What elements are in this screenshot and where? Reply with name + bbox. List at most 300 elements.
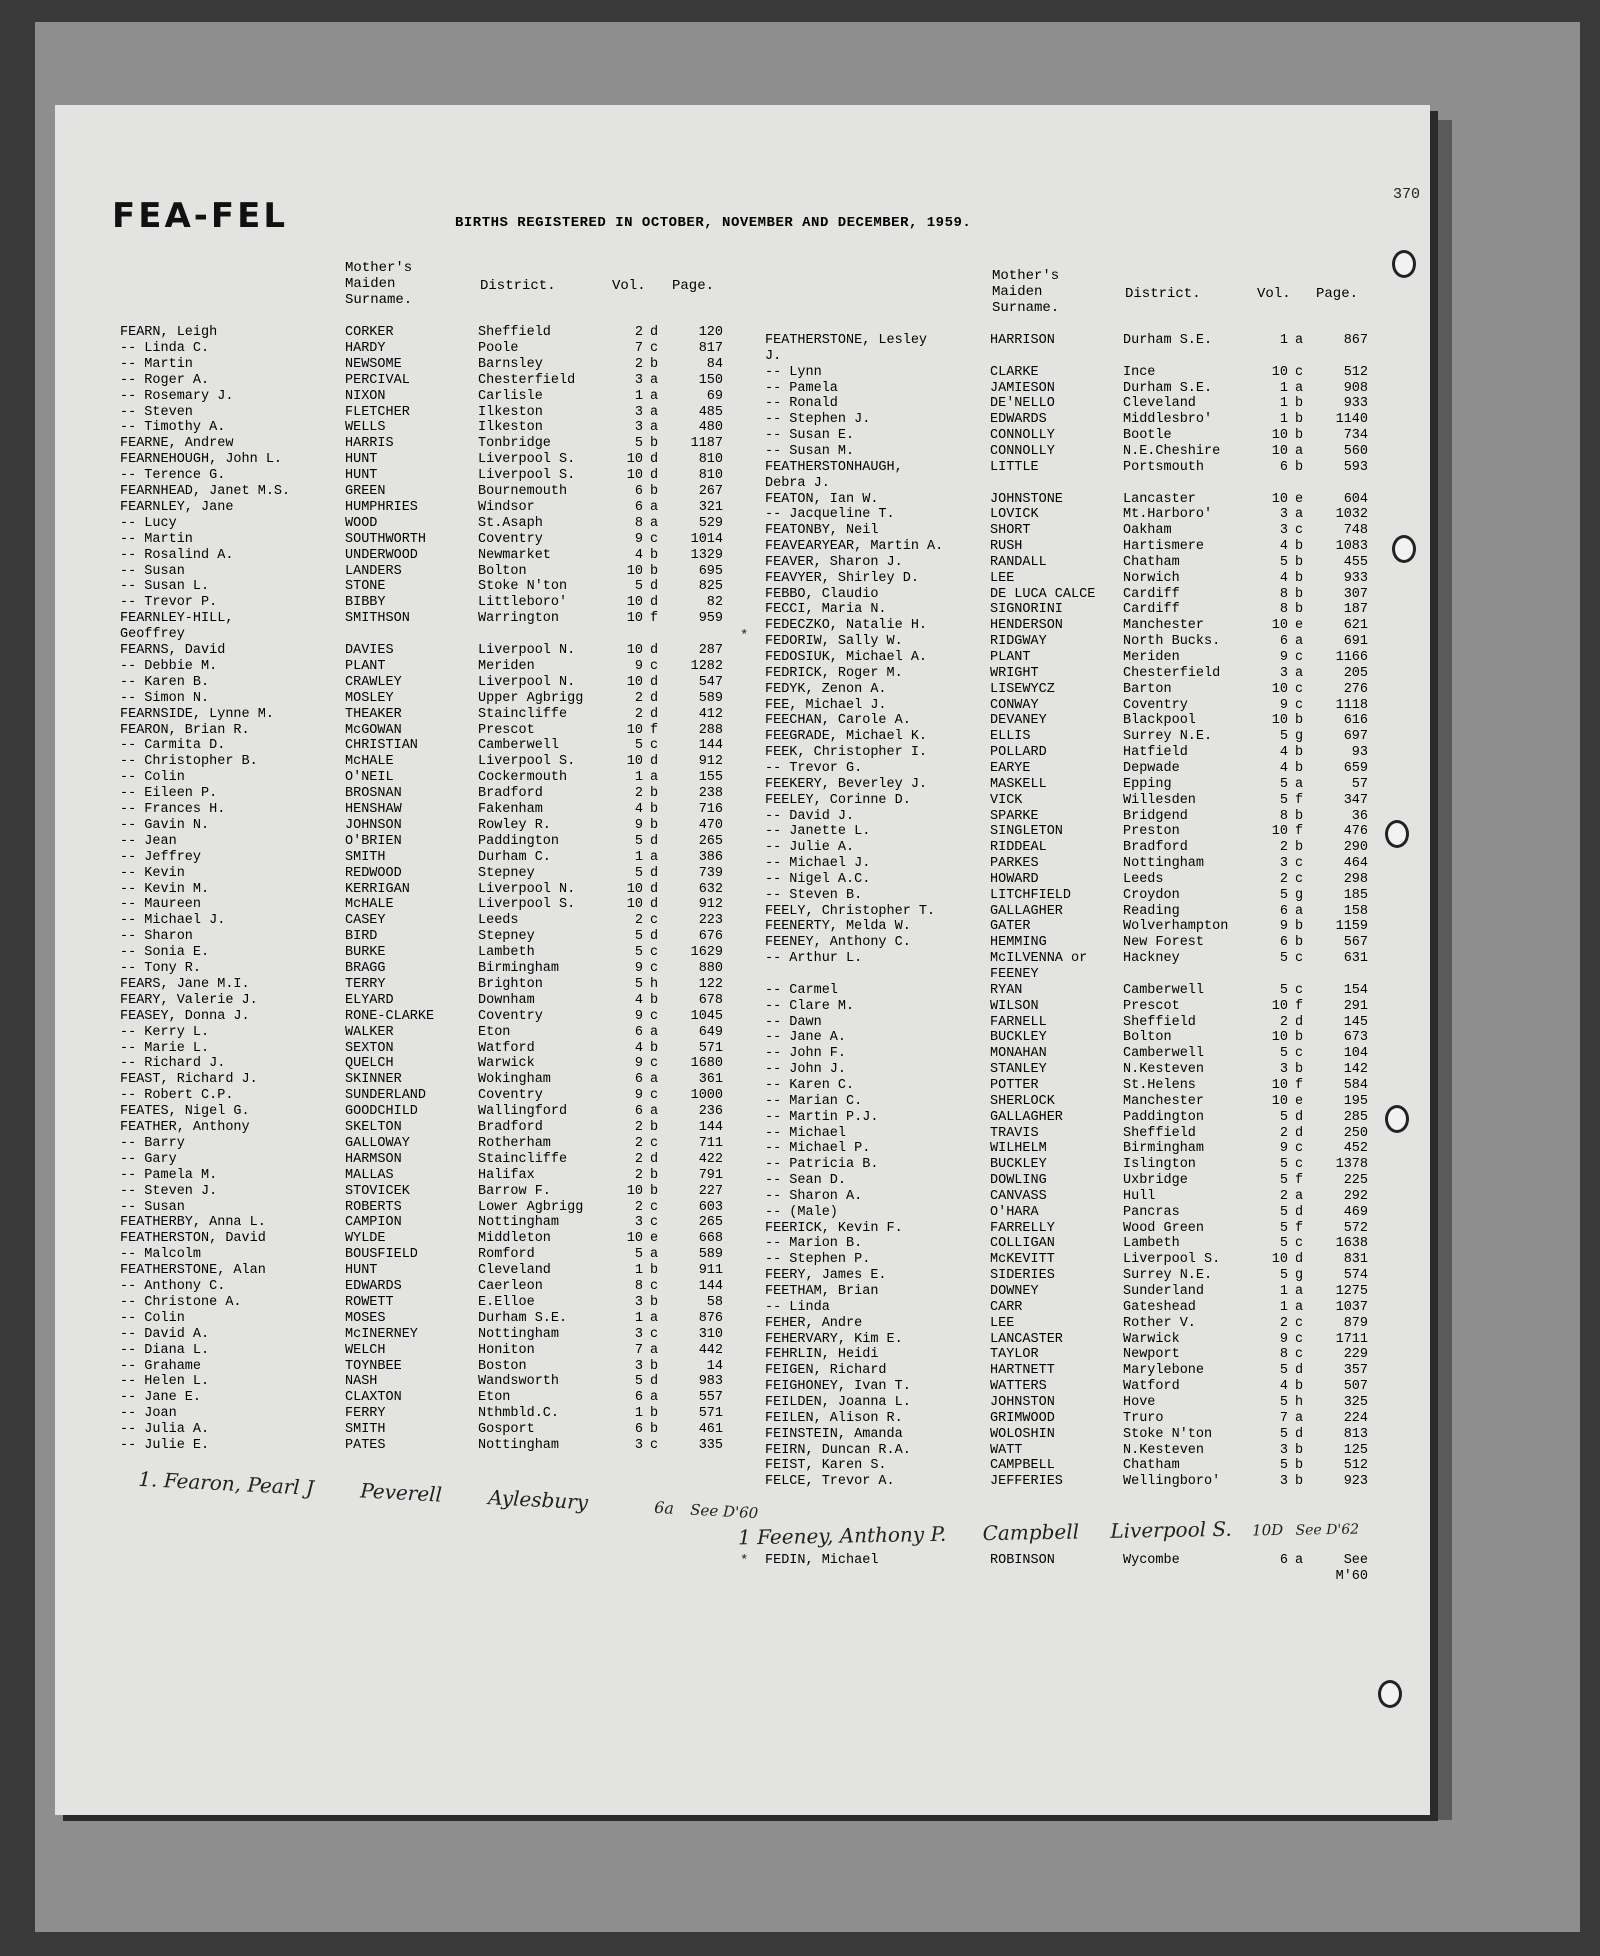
entry-maiden: SPARKE	[990, 808, 1039, 824]
entry-page: 560	[1343, 443, 1368, 459]
table-row	[765, 1141, 1415, 1157]
entry-district: Durham S.E.	[478, 1310, 568, 1326]
entry-vol-sub: b	[650, 547, 659, 563]
entry-vol: 6	[1279, 903, 1288, 919]
entry-name: -- Kevin	[120, 865, 185, 881]
entry-page: 1045	[690, 1008, 723, 1024]
table-row	[120, 723, 770, 739]
entry-vol-sub: b	[650, 1294, 659, 1310]
table-row	[765, 412, 1415, 428]
entry-vol-sub: c	[650, 1135, 659, 1151]
table-row	[765, 1189, 1415, 1205]
entry-vol: 10	[626, 754, 643, 770]
entry-page: 1014	[690, 531, 723, 547]
entry-page: 93	[1351, 745, 1368, 761]
entry-vol-sub: c	[1295, 681, 1304, 697]
entry-vol: 4	[1279, 570, 1288, 586]
table-row	[765, 618, 1415, 634]
entry-vol-sub: a	[1295, 665, 1304, 681]
entry-district: Coventry	[478, 1088, 543, 1104]
entry-page: 187	[1343, 602, 1368, 618]
entry-page: 422	[698, 1151, 723, 1167]
table-row	[120, 1056, 770, 1072]
entry-vol-sub: f	[1295, 998, 1304, 1014]
table-row: M'60	[1335, 1569, 1368, 1584]
entry-page: 104	[1343, 1046, 1368, 1062]
entry-vol-sub: a	[650, 515, 659, 531]
entry-district: Durham S.E.	[1123, 333, 1213, 348]
entry-district: Paddington	[478, 833, 560, 849]
entry-district: Ilkeston	[478, 420, 543, 436]
entry-maiden: WYLDE	[345, 1231, 386, 1247]
entry-name: FEARNE, Andrew	[120, 436, 234, 452]
table-row	[120, 1231, 770, 1247]
entry-name: -- Linda C.	[120, 340, 210, 356]
entry-district: Manchester	[1123, 618, 1205, 634]
table-row	[765, 793, 1415, 809]
entry-page: 876	[698, 1310, 723, 1326]
entry-page: 512	[1343, 1458, 1368, 1474]
entry-name: -- Arthur L.	[765, 951, 863, 967]
entry-maiden: HARTNETT	[990, 1363, 1055, 1379]
entry-vol: 7	[634, 1342, 643, 1358]
entry-vol-sub: b	[650, 1422, 659, 1438]
entry-page: 1118	[1335, 697, 1368, 713]
entry-vol-sub: b	[650, 1167, 659, 1183]
table-row	[120, 420, 770, 436]
entry-vol: 4	[1279, 539, 1288, 555]
entry-name: -- Michael J.	[765, 856, 871, 872]
entry-maiden: BIRD	[345, 929, 378, 945]
entry-maiden: COLLIGAN	[990, 1236, 1055, 1252]
table-row	[765, 349, 1415, 365]
entry-district: Barrow F.	[478, 1183, 551, 1199]
entry-name: FEASEY, Donna J.	[120, 1008, 250, 1024]
entry-vol: 10	[626, 897, 643, 913]
entry-vol: 1	[634, 1406, 643, 1422]
entry-page: 825	[698, 579, 723, 595]
entry-district: Blackpool	[1123, 713, 1196, 729]
entry-district: Coventry	[1123, 697, 1188, 713]
table-row	[120, 945, 770, 961]
entry-district: Chesterfield	[1123, 665, 1221, 681]
entry-name: -- Stephen J.	[765, 412, 871, 428]
entry-name: FEIGHONEY, Ivan T.	[765, 1379, 911, 1395]
table-row	[765, 1126, 1415, 1142]
table-row	[120, 1247, 770, 1263]
entry-district: Durham C.	[478, 849, 551, 865]
entry-vol: 2	[1279, 1014, 1288, 1030]
entry-vol-sub: f	[1295, 1220, 1304, 1236]
table-row	[120, 516, 770, 532]
entry-maiden: GRIMWOOD	[990, 1410, 1055, 1426]
entry-maiden: PARKES	[990, 856, 1039, 872]
entry-vol-sub: a	[1295, 1188, 1304, 1204]
entry-maiden: RIDDEAL	[990, 840, 1047, 856]
entry-name: FEERY, James E.	[765, 1268, 887, 1284]
entry-vol-sub: a	[1295, 903, 1304, 919]
entry-vol: 1	[634, 849, 643, 865]
entry-district: Warwick	[478, 1056, 535, 1072]
entry-vol: 4	[634, 547, 643, 563]
entry-district: Liverpool N.	[478, 643, 576, 658]
entry-page: 225	[1343, 1173, 1368, 1189]
entry-name: -- Susan L.	[120, 579, 210, 595]
entry-name: FEARY, Valerie J.	[120, 992, 258, 1008]
entry-page: 632	[698, 881, 723, 897]
entry-district: Chatham	[1123, 554, 1180, 570]
entry-maiden: STONE	[345, 579, 386, 595]
entry-page: 867	[1343, 333, 1368, 348]
entry-district: Stoke N'ton	[1123, 1426, 1213, 1442]
entry-vol: 9	[634, 658, 643, 674]
entry-vol: 1	[1279, 1284, 1288, 1299]
entry-vol-sub: f	[650, 611, 659, 627]
entry-maiden: DEVANEY	[990, 713, 1047, 729]
table-row	[120, 882, 770, 898]
entry-vol-sub: a	[1295, 776, 1304, 792]
entry-vol: 4	[634, 992, 643, 1008]
entry-maiden: FLETCHER	[345, 404, 410, 420]
entry-maiden: O'HARA	[990, 1204, 1039, 1220]
entry-maiden: REDWOOD	[345, 865, 402, 881]
table-row	[120, 929, 770, 945]
entry-vol: 2	[1279, 1315, 1288, 1331]
entry-maiden: SIGNORINI	[990, 602, 1063, 618]
entry-maiden: SMITH	[345, 1422, 386, 1438]
entry-page: 452	[1343, 1141, 1368, 1157]
entry-page: 1159	[1335, 919, 1368, 935]
entry-name: -- Carmel	[765, 982, 838, 998]
entry-name: FEDECZKO, Natalie H.	[765, 618, 928, 634]
entry-vol: 5	[1279, 1426, 1288, 1442]
vol-header-left: Vol.	[612, 278, 646, 294]
entry-district: Downham	[478, 992, 535, 1008]
table-row	[120, 389, 770, 405]
table-row	[765, 856, 1415, 872]
table-row	[120, 643, 770, 659]
entry-district: Mt.Harboro'	[1123, 507, 1213, 523]
entry-district: Caerleon	[478, 1279, 543, 1294]
entry-vol-sub: d	[1295, 1109, 1304, 1125]
entry-maiden: BUCKLEY	[990, 1030, 1047, 1046]
entry-vol: 5	[1279, 1458, 1288, 1474]
entry-vol-sub: b	[650, 484, 659, 499]
entry-vol-sub: f	[1295, 1173, 1304, 1189]
entry-vol-sub: b	[650, 992, 659, 1008]
entry-maiden: TERRY	[345, 976, 386, 992]
entry-name: FEDYK, Zenon A.	[765, 681, 887, 697]
entry-vol: 3	[634, 404, 643, 420]
entry-page: 288	[698, 722, 723, 738]
entry-vol: 10	[626, 881, 643, 897]
entry-vol-sub: d	[650, 833, 659, 849]
entry-name: FEARNLEY-HILL,	[120, 611, 234, 627]
entry-district: Nottingham	[1123, 856, 1205, 872]
entry-district: Sheffield	[1123, 1014, 1196, 1030]
table-row	[120, 436, 770, 452]
entry-vol: 2	[634, 1167, 643, 1183]
entry-vol-sub: a	[650, 499, 659, 515]
page-number: 370	[1393, 186, 1421, 203]
table-row	[765, 1411, 1415, 1427]
entry-maiden: RUSH	[990, 539, 1023, 555]
entry-district: Bradford	[478, 786, 543, 802]
entry-vol-sub: c	[1295, 1236, 1304, 1252]
entry-name: -- Christone A.	[120, 1294, 242, 1310]
entry-vol: 1	[1279, 396, 1288, 412]
entry-maiden: PLANT	[345, 658, 386, 674]
entry-vol-sub: f	[650, 722, 659, 738]
entry-vol-sub: a	[650, 372, 659, 388]
entry-name: -- Susan	[120, 563, 185, 579]
entry-name: Debra J.	[765, 475, 830, 491]
entry-vol: 10	[1271, 681, 1288, 697]
entry-maiden: FEENEY	[990, 967, 1039, 982]
entry-vol-sub: b	[1295, 745, 1304, 761]
entry-maiden: JAMIESON	[990, 380, 1055, 396]
entry-maiden: GALLOWAY	[345, 1135, 410, 1151]
entry-name: FEDORIW, Sally W.	[765, 634, 903, 650]
table-row	[120, 1136, 770, 1152]
entry-vol-sub: c	[650, 1326, 659, 1342]
entry-vol: 3	[634, 1215, 643, 1231]
entry-vol-sub: a	[1295, 1299, 1304, 1315]
entry-district: Brighton	[478, 976, 543, 992]
entry-maiden: LITTLE	[990, 459, 1039, 475]
entry-page: 145	[1343, 1014, 1368, 1030]
entry-maiden: JEFFERIES	[990, 1474, 1063, 1490]
table-row	[120, 548, 770, 564]
entry-name: -- Michael J.	[120, 913, 226, 929]
table-row	[120, 1374, 770, 1390]
entry-page: 668	[698, 1231, 723, 1247]
entry-maiden: JOHNSTON	[990, 1394, 1055, 1410]
entry-name: -- Pamela	[765, 380, 838, 396]
entry-page: 908	[1343, 380, 1368, 396]
entry-page: 470	[698, 817, 723, 833]
entry-vol: 3	[1279, 523, 1288, 539]
entry-maiden: THEAKER	[345, 706, 402, 722]
entry-vol: 9	[1279, 1141, 1288, 1157]
table-row	[765, 1316, 1415, 1332]
entry-maiden: RANDALL	[990, 554, 1047, 570]
entry-vol: 6	[634, 1104, 643, 1120]
entry-page: 480	[698, 420, 723, 436]
entry-district: Wolverhampton	[1123, 919, 1229, 935]
entry-name: FEAVER, Sharon J.	[765, 554, 903, 570]
entry-vol-sub: f	[1295, 1077, 1304, 1093]
entry-district: Camberwell	[478, 738, 560, 754]
entry-maiden: LEE	[990, 570, 1015, 586]
table-row	[765, 935, 1415, 951]
entry-name: FEATHERSTONE, Lesley	[765, 333, 928, 348]
entry-vol-sub: a	[1295, 507, 1304, 523]
entry-maiden: GALLAGHER	[990, 903, 1063, 919]
entry-name: -- Sharon	[120, 929, 193, 945]
entry-vol: 5	[1279, 982, 1288, 998]
entry-vol-sub: f	[1295, 824, 1304, 840]
table-row	[120, 627, 770, 643]
entry-maiden: HENDERSON	[990, 618, 1063, 634]
entry-name: -- Julie A.	[765, 840, 855, 856]
table-row	[765, 1221, 1415, 1237]
entry-page: 1140	[1335, 412, 1368, 428]
table-row	[120, 357, 770, 373]
entry-district: Hartismere	[1123, 539, 1205, 555]
entry-vol: 5	[1279, 1268, 1288, 1284]
table-row	[765, 1379, 1415, 1395]
entry-name: FEAST, Richard J.	[120, 1072, 258, 1088]
entry-vol: 5	[634, 929, 643, 945]
entry-page: 1037	[1335, 1299, 1368, 1315]
entry-vol-sub: b	[650, 802, 659, 817]
entry-district: Surrey N.E.	[1123, 729, 1213, 745]
entry-district: Nthmbld.C.	[478, 1406, 560, 1422]
entry-maiden: CRAWLEY	[345, 674, 402, 690]
table-row	[765, 682, 1415, 698]
table-row	[765, 571, 1415, 587]
entry-name: FEILEN, Alison R.	[765, 1410, 903, 1426]
table-row	[120, 675, 770, 691]
entry-maiden: GOODCHILD	[345, 1104, 418, 1120]
entry-page: 879	[1343, 1315, 1368, 1331]
entry-page: 58	[706, 1294, 723, 1310]
entry-page: 507	[1343, 1379, 1368, 1395]
entry-district: Rotherham	[478, 1135, 551, 1151]
entry-page: 1638	[1335, 1236, 1368, 1252]
entry-vol-sub: a	[650, 1072, 659, 1088]
entry-name: FEE, Michael J.	[765, 697, 887, 713]
table-row	[765, 1157, 1415, 1173]
entry-vol: 7	[634, 340, 643, 356]
entry-name: -- Julie E.	[120, 1438, 210, 1453]
table-row	[120, 1200, 770, 1216]
table-row	[765, 713, 1415, 729]
entry-name: -- Sean D.	[765, 1173, 847, 1189]
entry-maiden: HEMMING	[990, 935, 1047, 951]
entry-district: Meriden	[478, 658, 535, 674]
entry-page: 69	[706, 388, 723, 404]
entry-maiden: ROWETT	[345, 1294, 394, 1310]
entry-vol-sub: g	[1295, 1268, 1304, 1284]
entry-vol-sub: c	[1295, 697, 1304, 713]
entry-district: Nottingham	[478, 1215, 560, 1231]
entry-page: 817	[698, 340, 723, 356]
entry-page: 292	[1343, 1188, 1368, 1204]
entry-vol: 9	[634, 961, 643, 976]
table-row	[120, 1295, 770, 1311]
maiden-header-left: Mother's Maiden Surname.	[345, 260, 413, 308]
entry-name: -- David J.	[765, 808, 855, 824]
table-row	[765, 396, 1415, 412]
entry-vol: 3	[634, 1326, 643, 1342]
table-row	[120, 452, 770, 468]
table-row	[120, 691, 770, 707]
entry-maiden: STANLEY	[990, 1062, 1047, 1078]
entry-vol: 1	[1279, 333, 1288, 348]
entry-vol-sub: d	[1295, 1014, 1304, 1030]
entry-district: Hove	[1123, 1394, 1156, 1410]
entry-name: -- Marian C.	[765, 1093, 863, 1109]
entry-maiden: SEXTON	[345, 1040, 394, 1056]
entry-vol: 9	[1279, 1331, 1288, 1347]
entry-maiden: WOOD	[345, 515, 378, 531]
entry-vol-sub: b	[650, 817, 659, 833]
entry-vol-sub: b	[650, 1040, 659, 1056]
table-row	[765, 1252, 1415, 1268]
entry-vol: 5	[634, 579, 643, 595]
table-row	[765, 1395, 1415, 1411]
entry-maiden: SMITH	[345, 849, 386, 865]
entry-page: 678	[698, 992, 723, 1008]
entry-name: FEIRN, Duncan R.A.	[765, 1442, 911, 1458]
entry-vol-sub: d	[650, 929, 659, 945]
table-row	[765, 602, 1415, 618]
entry-district: Sheffield	[478, 325, 551, 340]
entry-maiden: CLAXTON	[345, 1390, 402, 1406]
entry-name: FEARNHEAD, Janet M.S.	[120, 484, 291, 499]
table-row	[765, 666, 1415, 682]
entry-district: Preston	[1123, 824, 1180, 840]
entry-vol-sub: b	[650, 1406, 659, 1422]
table-row	[120, 500, 770, 516]
entry-vol: 10	[626, 452, 643, 468]
entry-vol: 4	[634, 802, 643, 817]
handwritten-entry-left: 1. Fearon, Pearl J Peverell Aylesbury 6a See D'60	[137, 1466, 759, 1523]
entry-page: 813	[1343, 1426, 1368, 1442]
entry-maiden: HUNT	[345, 452, 378, 468]
punch-hole	[1392, 250, 1416, 278]
entry-vol-sub: c	[650, 1279, 659, 1294]
entry-page: 224	[1343, 1410, 1368, 1426]
entry-maiden: FARNELL	[990, 1014, 1047, 1030]
entry-vol: 5	[1279, 1394, 1288, 1410]
entry-vol-sub: d	[650, 897, 659, 913]
entry-vol: 5	[634, 738, 643, 754]
entry-page: 238	[698, 786, 723, 802]
entry-maiden: WRIGHT	[990, 665, 1039, 681]
table-row	[120, 579, 770, 595]
entry-vol-sub: b	[1295, 586, 1304, 602]
entry-vol-sub: c	[650, 913, 659, 929]
entry-name: -- Robert C.P.	[120, 1088, 234, 1104]
entry-page: 912	[698, 754, 723, 770]
entry-vol-sub: d	[1295, 1204, 1304, 1220]
table-row	[120, 611, 770, 627]
table-row	[765, 1173, 1415, 1189]
entry-name: -- Linda	[765, 1299, 830, 1315]
entry-name: -- Diana L.	[120, 1342, 210, 1358]
entry-maiden: FERRY	[345, 1406, 386, 1422]
entry-name: FEEKERY, Beverley J.	[765, 776, 928, 792]
entry-page: 748	[1343, 523, 1368, 539]
entry-district: Wellingboro'	[1123, 1474, 1221, 1490]
entry-vol: 2	[634, 786, 643, 802]
entry-vol: 5	[634, 833, 643, 849]
entry-maiden: HARMSON	[345, 1151, 402, 1167]
entry-maiden: GREEN	[345, 484, 386, 499]
entry-vol: 5	[1279, 1109, 1288, 1125]
entry-page: 547	[698, 674, 723, 690]
entry-maiden: NASH	[345, 1374, 378, 1390]
entry-district: Barton	[1123, 681, 1172, 697]
entry-name: -- Joan	[120, 1406, 177, 1422]
entry-vol: 8	[1279, 602, 1288, 618]
entry-vol-sub: c	[1295, 1046, 1304, 1062]
entry-district: Watford	[1123, 1379, 1180, 1395]
entry-vol-sub: d	[650, 643, 659, 658]
